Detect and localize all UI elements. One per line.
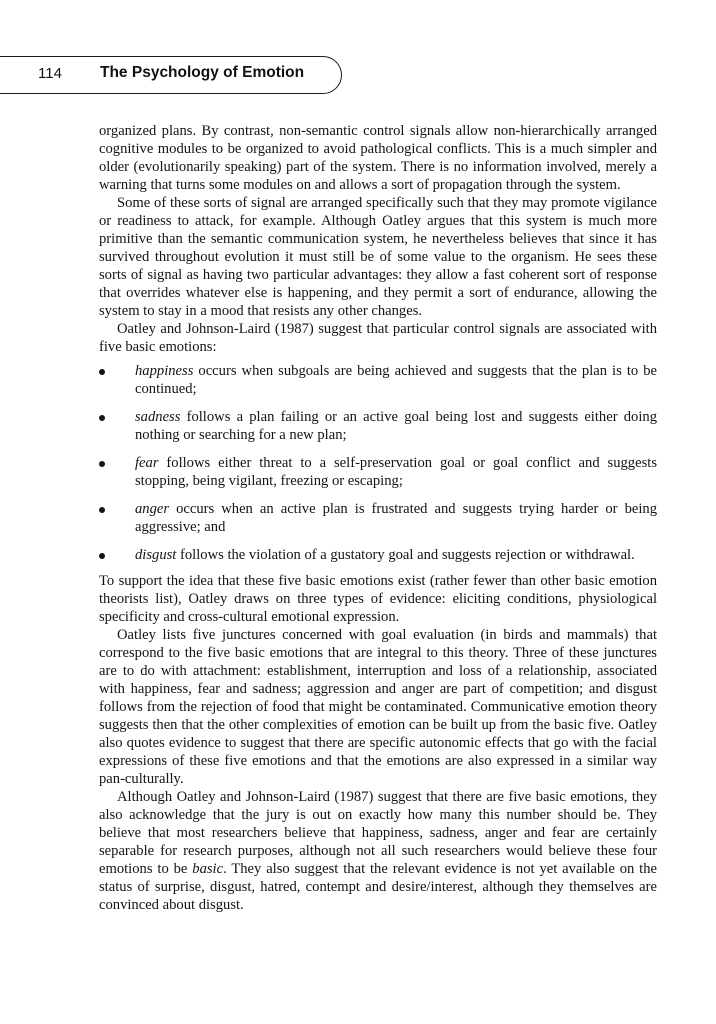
main-text [99,122,657,914]
list-item [99,408,657,444]
paragraph: To support the idea that these five basic emotions exist (rather fewer than other basic emotion theorists list), Oatley draws on three types of evidence: eliciting conditions, physiological specificity and cross-cultural emotional expression. [99,573,657,625]
list-item [99,362,657,398]
emotion-term: happiness [135,363,194,379]
list-item [99,546,657,564]
list-item [99,454,657,490]
bullet-icon [99,369,105,375]
paragraph-text: Although Oatley and Johnson-Laird (1987) suggest that there are five basic emotions, they also acknowledge that the jury is out on exactly how many this number should be. They believe that most researchers believe that happiness, sadness, anger and fear are certainly separable for research purposes, although not all such researchers would believe these four emotions to be [99,789,657,877]
bullet-icon [99,461,105,467]
running-title: The Psychology of Emotion [100,64,305,81]
emotion-term: fear [135,455,159,471]
list-item-text: occurs when subgoals are being achieved and suggests that the plan is to be continued; [135,363,657,397]
emotion-term: anger [135,501,170,517]
emphasis-text: basic [192,861,224,877]
emotion-term: sadness [135,409,181,425]
paragraph: Oatley lists five junctures concerned with goal evaluation (in birds and mammals) that correspond to the five basic emotions that are integral to this theory. Three of these junctures are to do with attachment: establishment, interruption and loss of a relationship, associated with happiness, fear and sadness; aggression and anger are part of competition; and disgust follows from the rejection of food that might be contaminated. Communicative emotion theory suggests then that the other complexities of emotion can be built up from the basic five. Oatley also quotes evidence to suggest that there are specific autonomic effects that go with the facial expressions of these five emotions and that the emotions are also expressed in a similar way pan-culturally. [99,627,657,787]
running-header [0,56,716,96]
page-number: 114 [38,65,62,82]
bullet-icon [99,507,105,513]
list-item-text: follows the violation of a gustatory goal and suggests rejection or withdrawal. [176,547,635,563]
list-item [99,500,657,536]
bullet-icon [99,415,105,421]
paragraph [99,788,657,914]
list-item-text: follows either threat to a self-preservation goal or goal conflict and suggests stopping, being vigilant, freezing or escaping; [135,455,657,489]
list-item-text: follows a plan failing or an active goal being lost and suggests either doing nothing or searching for a new plan; [135,409,657,443]
paragraph-text: . They also suggest that the relevant evidence is not yet available on the status of surprise, disgust, hatred, contempt and desire/interest, although they themselves are convinced about disgust. [99,861,657,913]
paragraph: organized plans. By contrast, non-semantic control signals allow non-hierarchically arranged cognitive modules to be organized to avoid pathological conflicts. This is a much simpler and older (evolutionarily speaking) part of the system. There is no information involved, merely a warning that turns some modules on and allows a sort of propagation through the system. [99,123,657,193]
bullet-icon [99,553,105,559]
list-item-text: occurs when an active plan is frustrated and suggests trying harder or being aggressive; and [135,501,657,535]
emotion-term: disgust [135,547,177,563]
paragraph: Some of these sorts of signal are arranged specifically such that they may promote vigilance or readiness to attack, for example. Although Oatley argues that this system is much more primitive than the semantic communication system, he nevertheless believes that since it has survived throughout evolution it must still be of some value to the organism. He sees these sorts of signal as having two particular advantages: they allow a fast coherent sort of response that overrides whatever else is happening, and they permit a sort of endurance, allowing the system to stay in a mood that resists any other changes. [99,195,657,319]
emotion-list [99,362,657,564]
paragraph: Oatley and Johnson-Laird (1987) suggest that particular control signals are associated with five basic emotions: [99,321,657,355]
